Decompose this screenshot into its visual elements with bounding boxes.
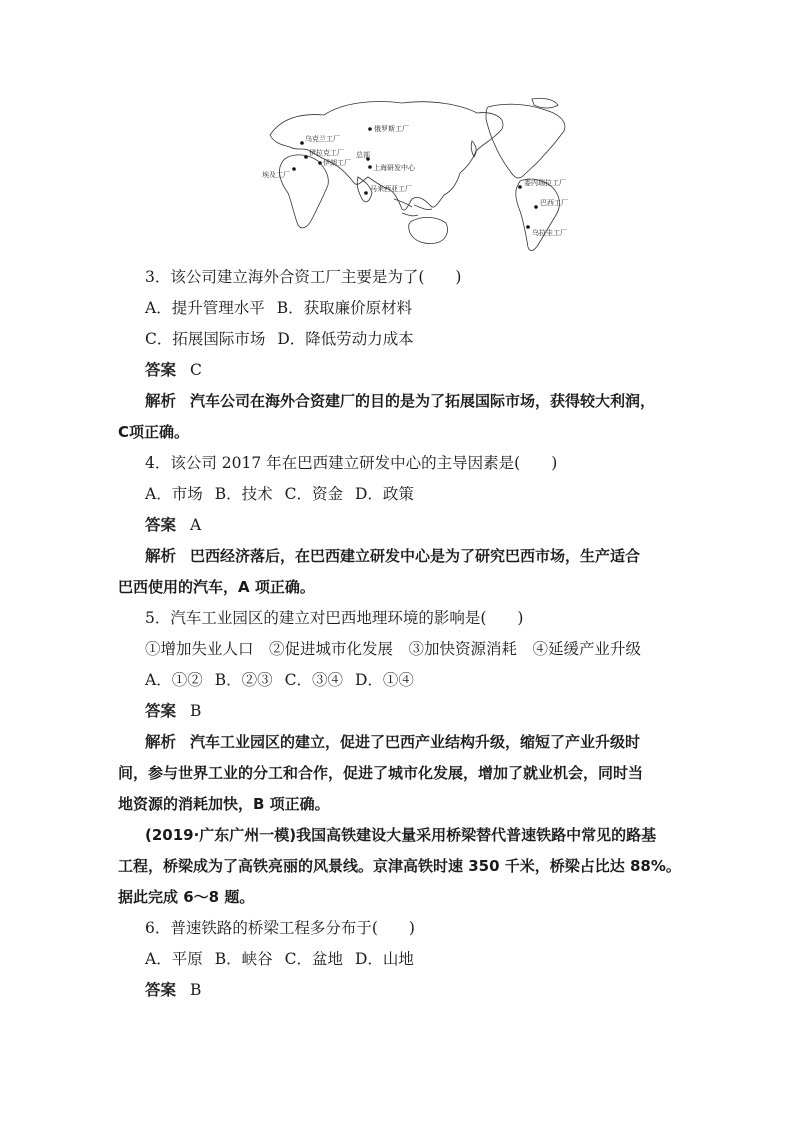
q4-option-a: A．市场 xyxy=(145,485,203,503)
marker-iran xyxy=(318,161,322,165)
analysis-text: 地资源的消耗加快，B 项正确。 xyxy=(118,795,330,813)
q6-option-a: A．平原 xyxy=(145,950,203,968)
passage-line-2 xyxy=(118,851,683,882)
label-ukraine: 乌克兰工厂 xyxy=(305,135,340,143)
analysis-label: 解析 xyxy=(145,392,177,410)
answer-label: 答案 xyxy=(145,516,177,534)
marker-iraq xyxy=(304,155,308,159)
question-3-answer xyxy=(118,355,683,386)
japan-outline xyxy=(471,141,476,157)
marker-venezuela xyxy=(518,185,522,189)
question-4-analysis-line-1 xyxy=(118,541,683,572)
label-russia: 俄罗斯工厂 xyxy=(374,125,409,133)
analysis-text: 间，参与世界工业的分工和合作，促进了城市化发展，增加了就业机会，同时当 xyxy=(118,764,644,782)
marker-malaysia xyxy=(364,191,368,195)
world-map-svg xyxy=(262,95,572,255)
document-body xyxy=(118,262,683,1006)
answer-value: C xyxy=(190,361,202,379)
question-5-analysis-line-2 xyxy=(118,758,683,789)
question-5-options xyxy=(118,665,683,696)
q4-option-d: D．政策 xyxy=(354,485,414,503)
question-5-stem: 5．汽车工业园区的建立对巴西地理环境的影响是( ) xyxy=(145,609,524,627)
q4-option-b: B．技术 xyxy=(214,485,273,503)
marker-ukraine xyxy=(300,141,304,145)
greenland-outline xyxy=(532,98,558,108)
world-map-figure xyxy=(262,95,572,255)
question-5-analysis-line-3 xyxy=(118,789,683,820)
question-5-choices: ①增加失业人口 ②促进城市化发展 ③加快资源消耗 ④延缓产业升级 xyxy=(145,640,642,658)
passage-text: 工程，桥梁成为了高铁亮丽的风景线。京津高铁时速 350 千米，桥梁占比达 88%。 xyxy=(118,857,681,875)
analysis-label: 解析 xyxy=(145,733,177,751)
analysis-label: 解析 xyxy=(145,547,177,565)
question-4-options xyxy=(118,479,683,510)
label-uruguay: 乌拉圭工厂 xyxy=(532,229,567,237)
analysis-text: 汽车公司在海外合资建厂的目的是为了拓展国际市场，获得较大利润， xyxy=(190,392,656,410)
q3-option-c: C．拓展国际市场 xyxy=(145,330,266,348)
africa-outline xyxy=(279,155,328,228)
question-6-answer xyxy=(118,975,683,1006)
question-5-answer xyxy=(118,696,683,727)
answer-label: 答案 xyxy=(145,361,177,379)
australia-outline xyxy=(409,217,448,243)
label-iraq: 伊拉克工厂 xyxy=(309,149,344,157)
analysis-text: 汽车工业园区的建立，促进了巴西产业结构升级，缩短了产业升级时 xyxy=(190,733,641,751)
answer-value: B xyxy=(190,702,202,720)
question-3-options-cd xyxy=(118,324,683,355)
marker-shanghai xyxy=(368,165,372,169)
q3-option-a: A．提升管理水平 xyxy=(145,299,265,317)
passage-line-1 xyxy=(118,820,683,851)
question-4-analysis-line-2 xyxy=(118,572,683,603)
q5-option-a: A．①② xyxy=(145,671,203,689)
question-3-analysis-line-1 xyxy=(118,386,683,417)
passage-text: (2019·广东广州一模)我国高铁建设大量采用桥梁替代普速铁路中常见的路基 xyxy=(145,826,657,844)
passage-text: 据此完成 6～8 题。 xyxy=(118,888,255,906)
q6-option-c: C．盆地 xyxy=(284,950,343,968)
marker-brazil xyxy=(534,205,538,209)
marker-russia xyxy=(368,127,372,131)
q6-option-b: B．峡谷 xyxy=(214,950,273,968)
marker-egypt xyxy=(292,167,296,171)
label-iran: 伊朗工厂 xyxy=(323,159,351,167)
label-egypt: 埃及工厂 xyxy=(262,171,290,179)
answer-value: A xyxy=(190,516,202,534)
answer-label: 答案 xyxy=(145,702,177,720)
label-brazil: 巴西工厂 xyxy=(540,199,568,207)
q5-option-d: D．①④ xyxy=(354,671,414,689)
answer-value: B xyxy=(190,981,202,999)
question-6-options xyxy=(118,944,683,975)
q5-option-b: B．②③ xyxy=(214,671,273,689)
analysis-text: 巴西经济落后，在巴西建立研发中心是为了研究巴西市场，生产适合 xyxy=(190,547,641,565)
label-malaysia: 马来西亚工厂 xyxy=(370,185,412,193)
q3-option-b: B．获取廉价原材料 xyxy=(276,299,413,317)
analysis-text: 巴西使用的汽车，A 项正确。 xyxy=(118,578,315,596)
q5-option-c: C．③④ xyxy=(284,671,343,689)
question-3-analysis-line-2 xyxy=(118,417,683,448)
analysis-text: C项正确。 xyxy=(118,423,190,441)
question-5-analysis-line-1 xyxy=(118,727,683,758)
label-venezuela: 委内瑞拉工厂 xyxy=(524,179,566,187)
south-america-outline xyxy=(516,179,560,251)
q6-option-d: D．山地 xyxy=(354,950,414,968)
label-shanghai: 上海研发中心 xyxy=(373,164,415,172)
q4-option-c: C．资金 xyxy=(284,485,343,503)
answer-label: 答案 xyxy=(145,981,177,999)
label-hq: 总部 xyxy=(356,151,370,159)
question-3-stem: 3．该公司建立海外合资工厂主要是为了( ) xyxy=(145,268,462,286)
question-6-stem: 6．普速铁路的桥梁工程多分布于( ) xyxy=(145,919,415,937)
marker-uruguay xyxy=(526,225,530,229)
question-4-stem: 4．该公司 2017 年在巴西建立研发中心的主导因素是( ) xyxy=(145,454,558,472)
north-america-outline xyxy=(486,104,565,178)
question-4-answer xyxy=(118,510,683,541)
question-3-options-ab xyxy=(118,293,683,324)
q3-option-d: D．降低劳动力成本 xyxy=(277,330,414,348)
passage-line-3 xyxy=(118,882,683,913)
